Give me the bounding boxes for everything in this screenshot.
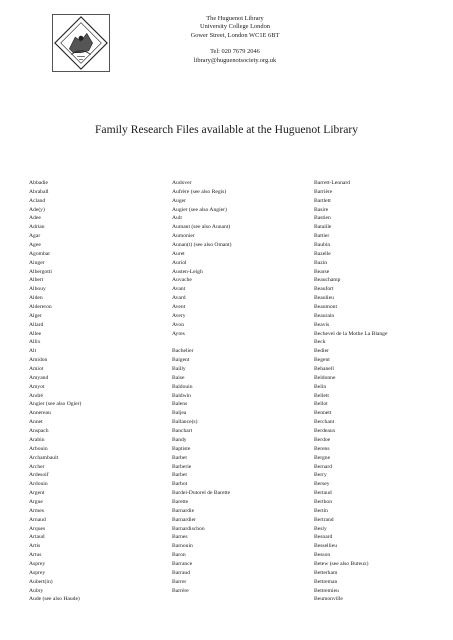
surname-entry: Albergotti	[29, 268, 52, 275]
surname-entry: Berry	[314, 472, 327, 479]
surname-entry: Bardel-Dutorel de Barette	[172, 490, 231, 497]
surname-entry: Barnardischon	[172, 525, 205, 532]
surname-entry: Beaulieu	[314, 295, 334, 302]
surname-entry: Arbouin	[29, 445, 48, 452]
surname-entry: Asprey	[29, 560, 46, 567]
surname-entry: Bastien	[314, 215, 331, 222]
surname-entry: Argue	[29, 498, 43, 505]
surname-entry: Behanell	[314, 366, 334, 373]
surname-entry: Beaumont	[314, 304, 337, 311]
surname-entry: Bertin	[314, 507, 328, 514]
surname-entry: Baldwin	[172, 392, 191, 399]
document-title: Family Research Files available at the Huguenot Library	[94, 123, 359, 136]
surname-entry: Barnardie	[172, 507, 195, 514]
surname-entry: Agar	[29, 233, 41, 240]
surname-entry: Baise	[172, 374, 185, 381]
surname-entry: Baljea	[172, 410, 187, 417]
surname-entry: Arques	[29, 525, 46, 532]
surname-entry: Agombar	[29, 250, 51, 257]
surname-entry: Anspach	[29, 428, 49, 435]
surname-entry: Ardouin	[29, 481, 48, 488]
surname-entry: Berens	[314, 445, 330, 452]
surname-entry: Berdeaux	[314, 428, 336, 435]
surname-entry: Albouy	[29, 286, 46, 293]
surname-entry: Avard	[172, 295, 186, 302]
surname-entry: Angier (see also Ogier)	[29, 401, 82, 408]
surname-entry: Ault	[172, 215, 182, 222]
surname-entry: Bertaud	[314, 490, 332, 497]
surname-entry: Begent	[314, 357, 330, 364]
surname-entry: Barbet	[172, 454, 187, 461]
surname-entry: Belin	[314, 383, 327, 390]
address-line-2: University College London	[200, 23, 270, 31]
surname-entry: Baron	[172, 552, 186, 559]
surname-entry: Bertrand	[314, 516, 334, 523]
surname-entry: Auger	[172, 197, 186, 204]
surname-entry: Avent	[172, 304, 186, 311]
surname-entry: Arnaud	[29, 516, 46, 523]
surname-entry: Auret	[172, 250, 185, 257]
surname-entry: Archambault	[29, 454, 59, 461]
surname-entry: Beldonne	[314, 374, 336, 381]
surname-entry: Besson	[314, 552, 331, 559]
surname-entry: Beck	[314, 339, 326, 346]
address-line-1: The Huguenot Library	[206, 15, 264, 22]
surname-entry: Agee	[29, 242, 41, 249]
surname-entry: Baldouin	[172, 383, 193, 390]
surname-entry: Baubin	[314, 242, 331, 249]
surname-column-3	[314, 179, 387, 604]
surname-entry: Austen-Leigh	[172, 268, 203, 275]
email-address[interactable]: library@huguenotsociety.org.uk	[193, 56, 277, 64]
surname-entry: Beauchamp	[314, 277, 341, 284]
surname-entry: Artaud	[29, 534, 45, 541]
surname-entry: Aumonier	[172, 233, 195, 240]
surname-entry: Bellot	[314, 401, 328, 408]
surname-entry: Alger	[29, 312, 42, 319]
surname-entry: Barrère	[172, 587, 189, 594]
surname-entry: Barbot	[172, 481, 188, 488]
surname-entry: Artis	[29, 543, 41, 550]
surname-entry: Bergne	[314, 454, 331, 461]
surname-entry: Argent	[29, 490, 45, 497]
surname-entry: Barnardier	[172, 516, 196, 523]
surname-entry: Bersey	[314, 481, 330, 488]
surname-entry: Beavis	[314, 321, 330, 328]
surname-entry: Archer	[29, 463, 45, 470]
surname-entry: Bachelier	[172, 348, 194, 355]
surname-entry: Barnes	[172, 534, 188, 541]
surname-entry: Bettremieu	[314, 587, 339, 594]
surname-entry: Bearse	[314, 268, 330, 275]
surname-entry: Auvache	[172, 277, 192, 284]
surname-entry: Arabin	[29, 436, 45, 443]
surname-entry: Allard	[29, 321, 44, 328]
surname-entry: Aufrère (see also Regis)	[172, 188, 227, 195]
surname-entry: Bandy	[172, 436, 187, 443]
surname-entry: Albert	[29, 277, 44, 284]
surname-entry: Barbet	[172, 472, 187, 479]
surname-entry: Aumant (see also Aunant)	[172, 224, 231, 231]
surname-entry: Auriol	[172, 259, 187, 266]
huguenot-seal-logo	[52, 14, 110, 72]
library-address	[150, 15, 320, 65]
surname-entry: Avant	[172, 286, 186, 293]
surname-entry: Amidon	[29, 357, 48, 364]
surname-entry: Barrance	[172, 560, 193, 567]
surname-entry: Alt	[29, 348, 37, 355]
surname-entry: Bartlett	[314, 197, 331, 204]
surname-entry: Beaurain	[314, 312, 335, 319]
surname-entry: Bessellieu	[314, 543, 337, 550]
surname-entry: Ardesoif	[29, 472, 49, 479]
surname-column-2	[172, 179, 232, 595]
surname-entry: Amyand	[29, 374, 49, 381]
surname-entry: Betterham	[314, 569, 338, 576]
surname-entry	[172, 338, 232, 347]
surname-entry: Ade(y)	[29, 206, 45, 213]
surname-entry: Alden	[29, 295, 43, 302]
surname-entry: Besnard	[314, 534, 333, 541]
surname-entry: Ainger	[29, 259, 45, 266]
surname-entry: Abraball	[29, 188, 49, 195]
surname-entry: Berthon	[314, 498, 333, 505]
surname-entry: Abbadie	[29, 180, 48, 186]
surname-entry: Bennett	[314, 410, 332, 417]
surname-entry: Bellett	[314, 392, 329, 399]
surname-entry: Basire	[314, 206, 329, 213]
surname-entry: Bechevel de la Mothe La Blange	[314, 330, 388, 337]
surname-entry: Bataille	[314, 224, 332, 231]
surname-entry: Beaufort	[314, 286, 334, 293]
surname-entry: Barraud	[172, 569, 191, 576]
surname-entry: Ballance(s)	[172, 419, 198, 426]
surname-entry: Ayres	[172, 330, 185, 337]
surname-entry: Barrière	[314, 188, 333, 195]
surname-entry: Bazelle	[314, 250, 331, 257]
surname-entry: Amyot	[29, 383, 45, 390]
surname-entry: Acland	[29, 197, 46, 204]
surname-entry: Battier	[314, 233, 330, 240]
surname-entry: Balens	[172, 401, 188, 408]
surname-entry: Avon	[172, 321, 185, 328]
surname-entry: Aubry	[29, 587, 44, 594]
surname-entry: Adrian	[29, 224, 45, 231]
surname-entry: Berchant	[314, 419, 335, 426]
surname-entry: Bernard	[314, 463, 333, 470]
address-line-3: Gower Street, London WC1E 6BT	[190, 31, 280, 39]
surname-entry: Artus	[29, 552, 42, 559]
surname-entry: Beumonville	[314, 596, 343, 603]
surname-column-1	[29, 179, 81, 604]
surname-entry: Augier (see also Angier)	[172, 206, 227, 213]
surname-entry: Baptiste	[172, 445, 191, 452]
telephone: Tel: 020 7679 2046	[210, 48, 260, 56]
surname-entry: Barberie	[172, 463, 192, 470]
surname-entry: Aubert(in)	[29, 578, 53, 585]
surname-entry: Allix	[29, 339, 41, 346]
surname-entry: Adee	[29, 215, 41, 222]
surname-entry: Barrer	[172, 578, 187, 585]
surname-entry: Berdoe	[314, 436, 331, 443]
surname-entry: Amiot	[29, 366, 44, 373]
surname-entry: Barrett-Lennard	[314, 180, 351, 186]
surname-entry: Bettreman	[314, 578, 338, 585]
surname-entry: Allee	[29, 330, 42, 337]
surname-entry: Banchart	[172, 428, 193, 435]
surname-entry: Aude (see also Haude)	[29, 596, 80, 603]
surname-entry: André	[29, 392, 43, 399]
surname-entry: Betew (see also Buteux)	[314, 560, 369, 567]
surname-entry: Besly	[314, 525, 327, 532]
surname-entry: Annereau	[29, 410, 51, 417]
surname-entry: Baigent	[172, 357, 190, 364]
surname-entry: Bedier	[314, 348, 329, 355]
surname-entry: Asprey	[29, 569, 46, 576]
surname-entry: Aunan(t) (see also Omant)	[172, 242, 232, 249]
surname-entry: Bazin	[314, 259, 328, 266]
surname-entry: Barette	[172, 498, 189, 505]
surname-entry: Annet	[29, 419, 43, 426]
surname-entry: Audover	[172, 180, 192, 186]
surname-entry: Aldereron	[29, 304, 52, 311]
surname-entry: Barnouin	[172, 543, 193, 550]
surname-entry: Avery	[172, 312, 186, 319]
surname-entry: Armes	[29, 507, 44, 514]
surname-entry: Bailly	[172, 366, 186, 373]
